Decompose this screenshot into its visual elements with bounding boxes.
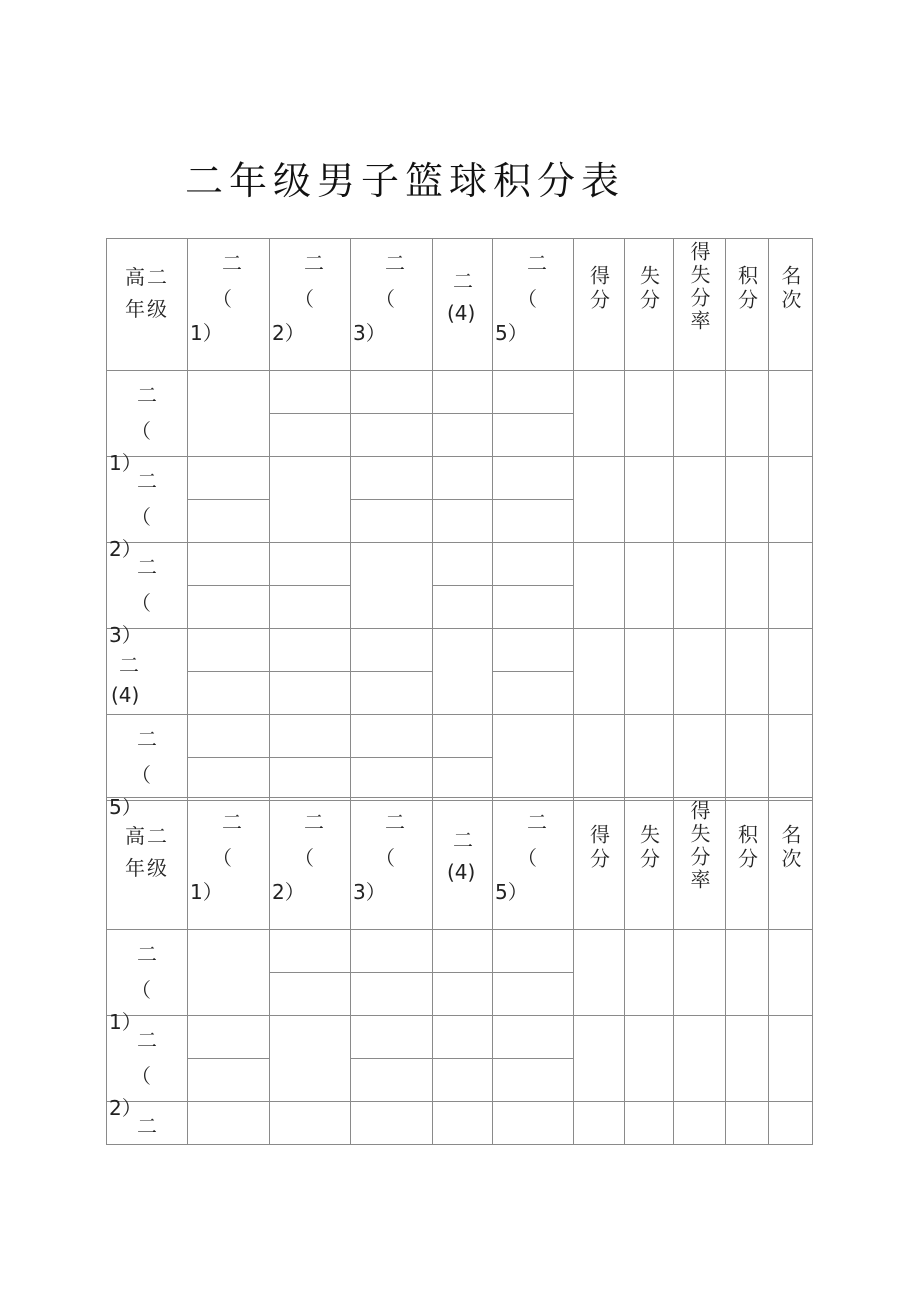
team-header-5: 二 （ 5）: [493, 798, 574, 930]
diagonal-cell: [351, 543, 433, 629]
diagonal-cell: [188, 371, 270, 457]
row-label-5: 二 （ 5）: [107, 715, 188, 801]
row-label-4: 二 (4): [107, 629, 188, 715]
diagonal-cell: [270, 457, 351, 543]
row-label-2: 二 （ 2）: [107, 457, 188, 543]
table-row: [107, 457, 813, 500]
table-row: [107, 629, 813, 672]
stat-header-ratio: 得失分率: [674, 798, 726, 930]
team-header-3: 二 （ 3）: [351, 798, 433, 930]
team-header-5: 二 （ 5）: [493, 239, 574, 371]
stat-header-league-points: 积分: [726, 239, 769, 371]
team-header-1: 二 （ 1）: [188, 798, 270, 930]
table-row: [107, 715, 813, 758]
row-label-1: 二 （ 1）: [107, 930, 188, 1016]
diagonal-cell: [433, 629, 493, 715]
header-row: [107, 798, 813, 930]
table-row: [107, 1016, 813, 1059]
diagonal-cell: [493, 715, 574, 801]
table-row: [107, 543, 813, 586]
corner-line2: 年级: [125, 297, 169, 321]
standings-table-2: [106, 797, 813, 1145]
team-header-4: 二 (4): [433, 239, 493, 371]
table-row: [107, 930, 813, 973]
row-label-1: 二 （ 1）: [107, 371, 188, 457]
standings-table-1: [106, 238, 813, 819]
stat-header-league-points: 积分: [726, 798, 769, 930]
team-header-2: 二 （ 2）: [270, 798, 351, 930]
corner-cell: [107, 239, 188, 371]
diagonal-cell: [188, 930, 270, 1016]
table-row: [107, 1102, 813, 1145]
stat-header-rank: 名次: [769, 798, 813, 930]
diagonal-cell: [270, 1016, 351, 1102]
corner-line1: 高二: [125, 265, 169, 289]
table-row: [107, 371, 813, 414]
stat-header-points-for: 得分: [574, 239, 625, 371]
page-title: 二年级男子篮球积分表: [184, 159, 625, 203]
corner-cell: [107, 798, 188, 930]
corner-line1: 高二: [125, 824, 169, 848]
stat-header-points-against: 失分: [625, 798, 674, 930]
row-label-3-partial: 二: [107, 1102, 188, 1145]
row-label-2: 二 （ 2）: [107, 1016, 188, 1102]
stat-header-points-against: 失分: [625, 239, 674, 371]
team-header-2: 二 （ 2）: [270, 239, 351, 371]
stat-header-points-for: 得分: [574, 798, 625, 930]
stat-header-ratio: 得失分率: [674, 239, 726, 371]
header-row: [107, 239, 813, 371]
team-header-3: 二 （ 3）: [351, 239, 433, 371]
team-header-4: 二 (4): [433, 798, 493, 930]
corner-line2: 年级: [125, 856, 169, 880]
row-label-3: 二 （ 3）: [107, 543, 188, 629]
stat-header-rank: 名次: [769, 239, 813, 371]
team-header-1: 二 （ 1）: [188, 239, 270, 371]
